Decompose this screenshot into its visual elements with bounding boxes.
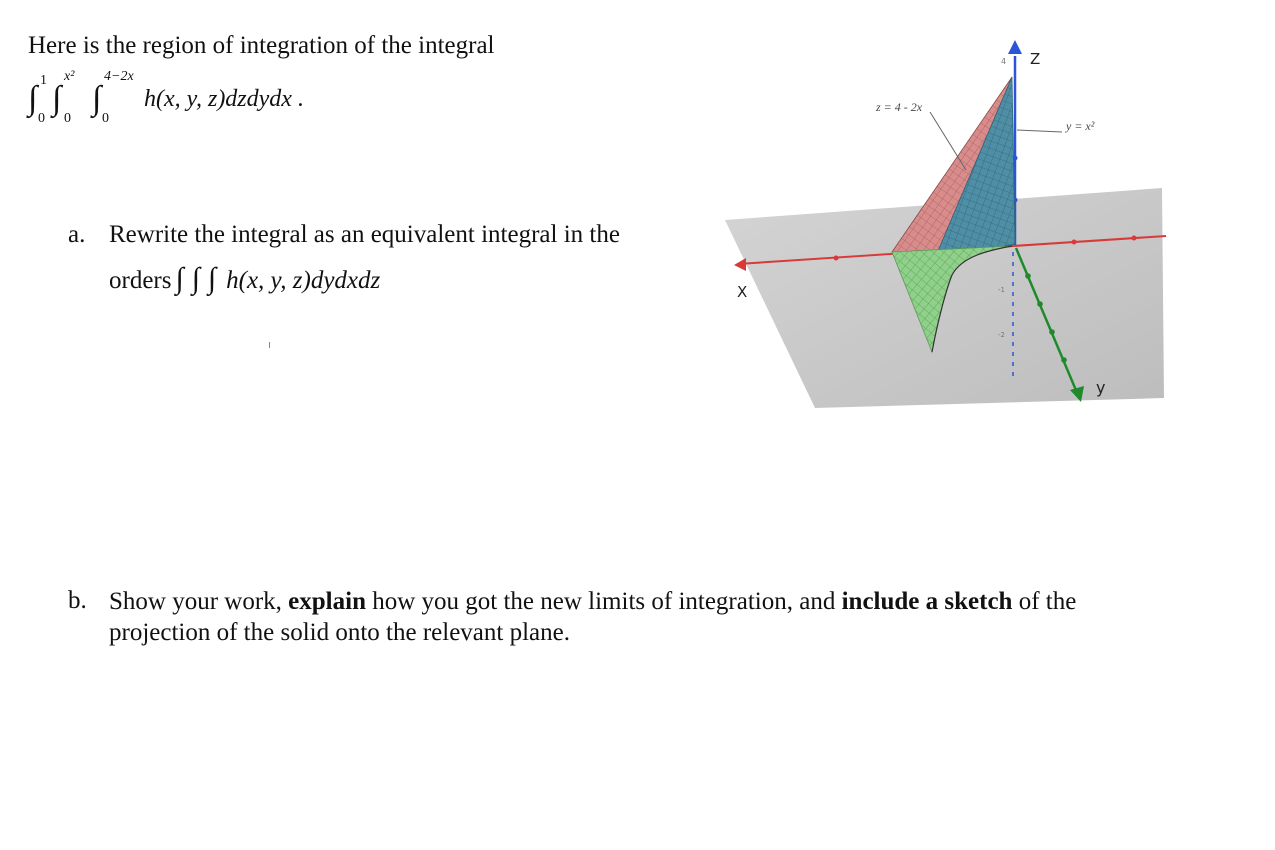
integral-sign-1: ∫ xyxy=(175,262,184,295)
part-b-text-1: Show your work, xyxy=(109,588,289,615)
blue-surface xyxy=(938,77,1015,253)
part-b-label: b. xyxy=(68,587,87,614)
x-axis-label: X xyxy=(737,283,748,301)
integral-sign-3: ∫ xyxy=(207,262,217,295)
part-b-text-2: how you got the new limits of integration, and xyxy=(365,588,842,615)
x-axis-tick-dot xyxy=(1132,236,1137,241)
new-integrand: h(x, y, z)dydxdz xyxy=(226,267,381,294)
part-b-text xyxy=(109,586,1109,648)
x-axis-arrowhead xyxy=(734,258,746,271)
z-axis-arrowhead xyxy=(1008,40,1022,54)
integral-sign-2: ∫ xyxy=(191,262,200,295)
surface-label-leader xyxy=(930,112,966,170)
part-a-orders xyxy=(109,262,380,298)
part-a-label: a. xyxy=(68,221,86,248)
curve-label-leader xyxy=(1017,130,1062,132)
outer-integral-sign: ∫ xyxy=(28,80,38,117)
y-axis-tick-dot xyxy=(1049,329,1055,335)
part-b-bold-explain: explain xyxy=(288,588,366,615)
y-axis-tick-dot xyxy=(1061,357,1067,363)
part-a-text: Rewrite the integral as an equivalent integral in the xyxy=(109,221,620,248)
inner-lower-limit: 0 xyxy=(102,111,109,126)
x-axis-tick-dot xyxy=(834,256,839,261)
region-figure xyxy=(700,20,1175,420)
neg-tick-label-1: -1 xyxy=(998,286,1005,294)
integrand: h(x, y, z)dzdydx . xyxy=(144,86,304,112)
middle-integral-sign: ∫ xyxy=(52,80,62,117)
intro-text: Here is the region of integration of the integral xyxy=(28,32,495,59)
curve-label: y = x² xyxy=(1066,119,1095,133)
part-b-text-3: of the projection of the solid onto the relevant plane. xyxy=(109,588,1077,646)
z-tick-label: 4 xyxy=(1001,57,1007,66)
outer-lower-limit: 0 xyxy=(38,111,45,126)
outer-upper-limit: 1 xyxy=(40,73,47,88)
y-axis-tick-dot xyxy=(1037,301,1043,307)
y-axis-label: y xyxy=(1096,378,1106,397)
inner-integral-sign: ∫ xyxy=(92,80,102,117)
part-b-bold-sketch: include a sketch xyxy=(841,588,1013,615)
z-axis-label: Z xyxy=(1030,50,1041,68)
surface-label: z = 4 - 2x xyxy=(876,100,923,114)
middle-lower-limit: 0 xyxy=(64,111,71,126)
stray-tick-mark xyxy=(269,342,270,348)
middle-upper-limit: x² xyxy=(64,69,75,84)
neg-tick-label-2: -2 xyxy=(998,331,1005,339)
orders-word: orders xyxy=(109,267,172,294)
y-axis-tick-dot xyxy=(1025,273,1031,279)
inner-upper-limit: 4−2x xyxy=(104,69,134,84)
triple-integral xyxy=(28,68,448,128)
x-axis-tick-dot xyxy=(1072,240,1077,245)
